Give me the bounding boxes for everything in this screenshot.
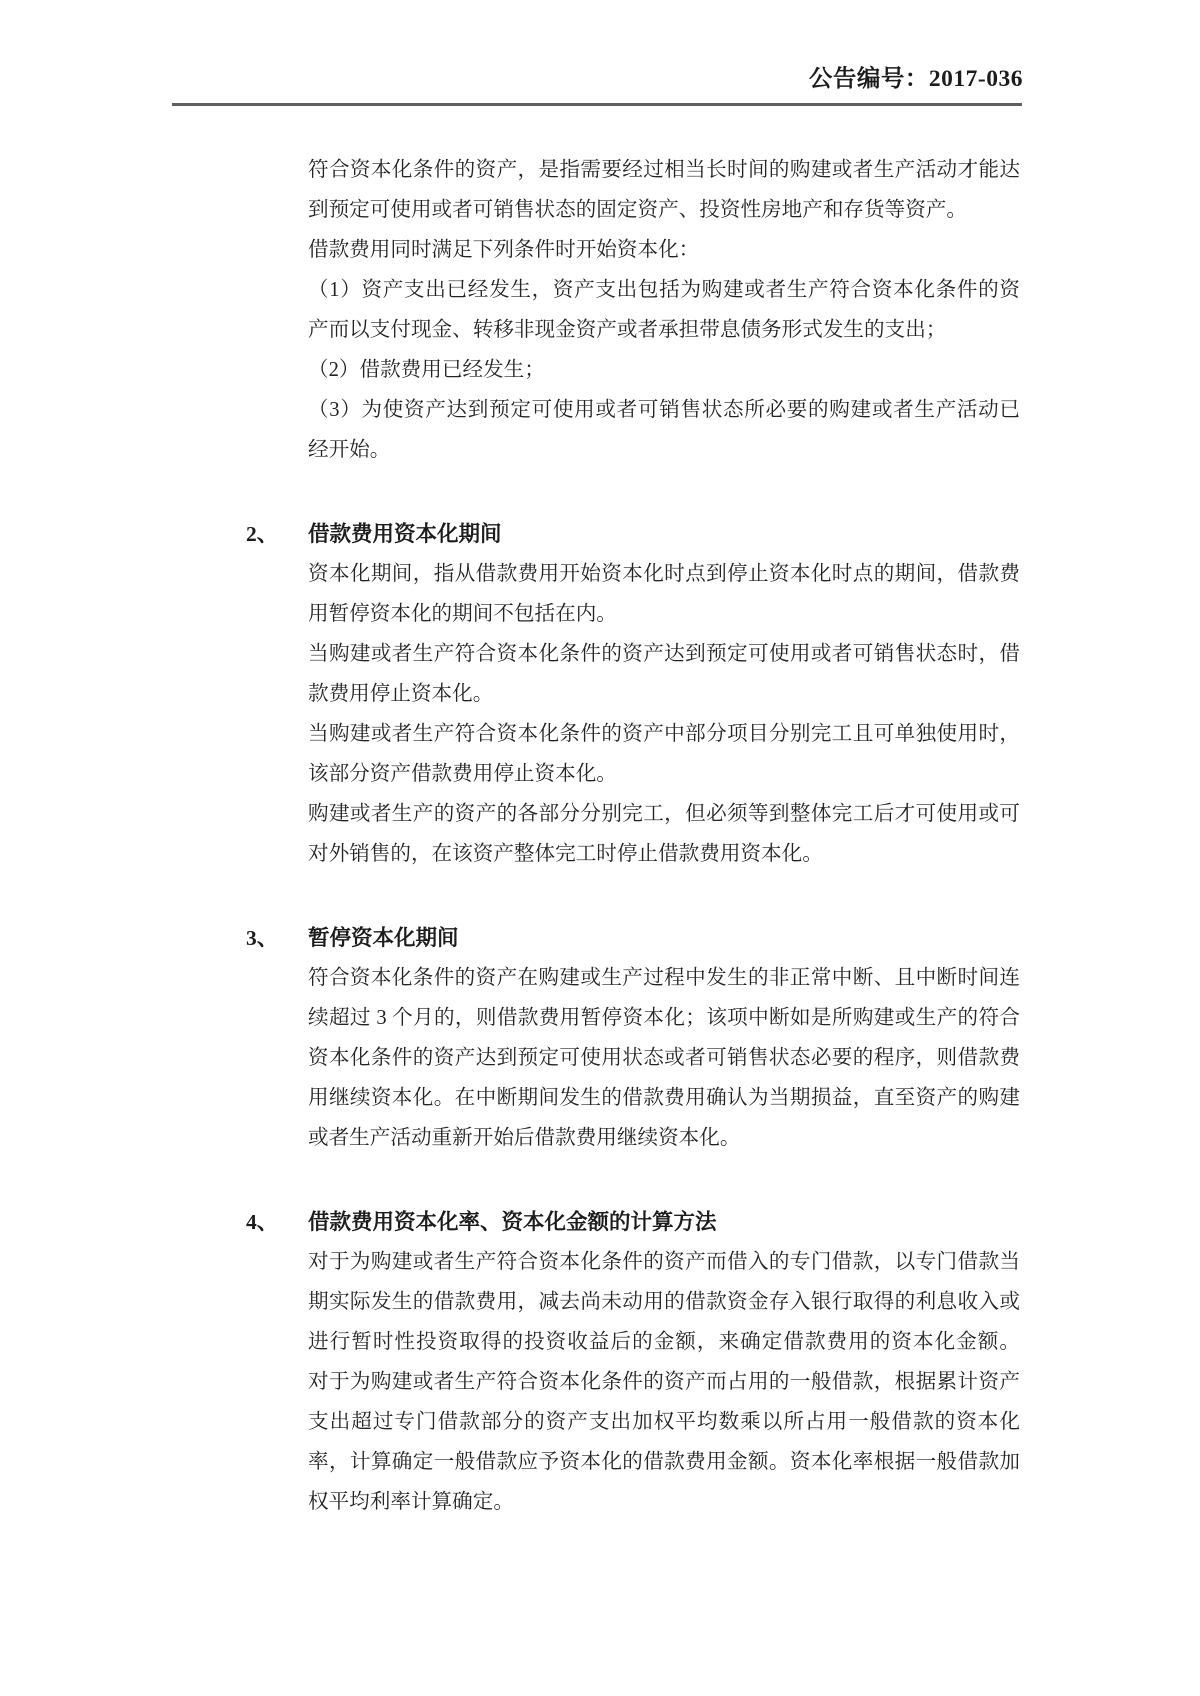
text-line: 符合资本化条件的资产在购建或生产过程中发生的非正常中断、且中断时间连	[308, 967, 1020, 989]
text-line: 产而以支付现金、转移非现金资产或者承担带息债务形式发生的支出；	[308, 319, 947, 341]
section-title: 借款费用资本化率、资本化金额的计算方法	[308, 1210, 717, 1234]
text-line: （1）资产支出已经发生，资产支出包括为购建或者生产符合资本化条件的资	[308, 279, 1020, 301]
text-line: 借款费用同时满足下列条件时开始资本化：	[308, 239, 700, 261]
text-line: 当购建或者生产符合资本化条件的资产中部分项目分别完工且可单独使用时，	[308, 723, 1020, 745]
text-line: （3）为使资产达到预定可使用或者可销售状态所必要的购建或者生产活动已	[308, 399, 1020, 421]
announcement-number: 公告编号：2017-036	[808, 66, 1023, 92]
text-line: 符合资本化条件的资产，是指需要经过相当长时间的购建或者生产活动才能达	[308, 159, 1020, 181]
text-line: 续超过 3 个月的，则借款费用暂停资本化；该项中断如是所购建或生产的符合	[308, 1007, 1020, 1029]
section-heading	[246, 514, 1020, 554]
section-heading	[246, 918, 1020, 958]
header-divider	[172, 103, 1022, 106]
section-number: 2、	[246, 522, 279, 546]
text-line: 资本化条件的资产达到预定可使用状态或者可销售状态必要的程序，则借款费	[308, 1047, 1020, 1069]
text-line: 用暂停资本化的期间不包括在内。	[308, 603, 617, 625]
section-heading	[246, 1202, 1020, 1242]
text-line: （2）借款费用已经发生；	[308, 359, 545, 381]
text-line: 进行暂时性投资取得的投资收益后的金额，来确定借款费用的资本化金额。	[308, 1331, 1020, 1353]
section-number: 3、	[246, 926, 279, 950]
text-line: 资本化期间，指从借款费用开始资本化时点到停止资本化时点的期间，借款费	[308, 563, 1020, 585]
document-body	[246, 150, 1020, 1522]
text-line: 经开始。	[308, 439, 391, 461]
text-line: 率，计算确定一般借款应予资本化的借款费用金额。资本化率根据一般借款加	[308, 1451, 1020, 1473]
section-title: 暂停资本化期间	[308, 926, 459, 950]
text-line: 用继续资本化。在中断期间发生的借款费用确认为当期损益，直至资产的购建	[308, 1087, 1020, 1109]
text-line: 对于为购建或者生产符合资本化条件的资产而借入的专门借款，以专门借款当	[308, 1251, 1020, 1273]
text-line: 或者生产活动重新开始后借款费用继续资本化。	[308, 1127, 741, 1149]
text-line: 对于为购建或者生产符合资本化条件的资产而占用的一般借款，根据累计资产	[308, 1371, 1020, 1393]
text-line: 到预定可使用或者可销售状态的固定资产、投资性房地产和存货等资产。	[308, 199, 967, 221]
text-line: 支出超过专门借款部分的资产支出加权平均数乘以所占用一般借款的资本化	[308, 1411, 1020, 1433]
text-line: 当购建或者生产符合资本化条件的资产达到预定可使用或者可销售状态时，借	[308, 643, 1020, 665]
page-header	[0, 0, 1023, 96]
section-title: 借款费用资本化期间	[308, 522, 502, 546]
section-number: 4、	[246, 1210, 279, 1234]
text-line: 期实际发生的借款费用，减去尚未动用的借款资金存入银行取得的利息收入或	[308, 1291, 1020, 1313]
text-line: 对外销售的，在该资产整体完工时停止借款费用资本化。	[308, 843, 823, 865]
text-line: 权平均利率计算确定。	[308, 1491, 514, 1513]
text-line: 购建或者生产的资产的各部分分别完工，但必须等到整体完工后才可使用或可	[308, 803, 1020, 825]
text-line: 款费用停止资本化。	[308, 683, 494, 705]
text-line: 该部分资产借款费用停止资本化。	[308, 763, 617, 785]
